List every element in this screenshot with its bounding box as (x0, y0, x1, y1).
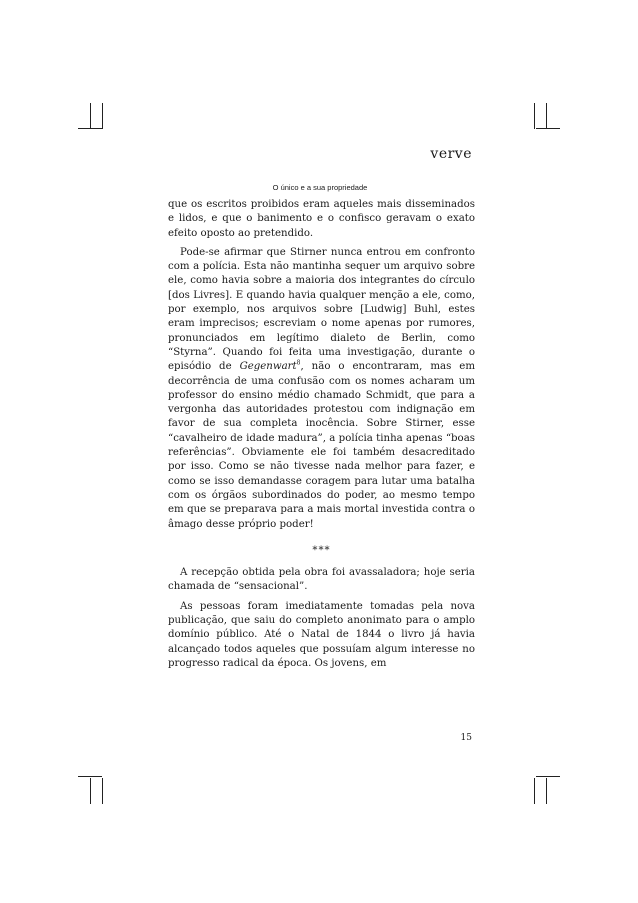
paragraph-text: Pode-se afirmar que Stirner nunca entrou em confronto com a polícia. Esta não mantinha sequer um arquivo sobre ele, como havia sobre a maioria dos integrantes do círculo [dos Livres]. E quando havia qualquer menção a ele, como, por exemplo, nos arquivos sobre [Ludwig] Buhl, estes eram imprecisos; escreviam o nome apenas por rumores, pronunciados em legítimo dialeto de Berlin, como “Styrna”. Quando foi feita uma investigação, durante o episódio de (168, 246, 475, 373)
running-head: verve (430, 146, 472, 162)
crop-mark (546, 103, 547, 129)
crop-mark (546, 778, 547, 804)
crop-mark (534, 103, 535, 129)
crop-mark (78, 776, 102, 777)
crop-mark (102, 778, 103, 804)
journal-title: Gegenwart (239, 361, 297, 373)
body-text (168, 198, 475, 671)
crop-mark (536, 128, 560, 129)
paragraph: As pessoas foram imediatamente tomadas pela nova publicação, que saiu do completo anonimato para o amplo domínio público. Até o Natal de 1844 o livro já havia alcançado todos aqueles que possuíam algum interesse no progresso radical da época. Os jovens, em (168, 600, 475, 669)
chapter-subtitle: O único e a sua propriedade (272, 183, 368, 192)
paragraph (168, 246, 475, 532)
crop-mark (90, 103, 91, 129)
page-number: 15 (460, 733, 472, 743)
crop-mark (534, 778, 535, 804)
crop-mark (102, 103, 103, 129)
paragraph-text: , não o encontraram, mas em decorrência de uma confusão com os nomes acharam um professor do ensino médio chamado Schmidt, que para a vergonha das autoridades protestou com indignação em favor de sua completa inocência. Sobre Stirner, esse “cavalheiro de idade madura”, a polícia tinha apenas “boas referências”. Obviamente ele foi também desacreditado por isso. Como se não tivesse nada melhor para fazer, e como se isso demandasse coragem para lutar uma batalha com os órgãos subordinados do poder, ao mesmo tempo em que se preparava para a mais mortal investida contra o âmago desse próprio poder! (168, 361, 475, 530)
footnote-ref: 8 (296, 359, 301, 367)
crop-mark (536, 776, 560, 777)
paragraph: A recepção obtida pela obra foi avassaladora; hoje seria chamada de “sensacional”. (168, 567, 475, 593)
section-separator: *** (312, 544, 331, 556)
crop-mark (90, 778, 91, 804)
paragraph: que os escritos proibidos eram aqueles mais disseminados e lidos, e que o banimento e o confisco geravam o exato efeito oposto ao pretendido. (168, 199, 475, 239)
